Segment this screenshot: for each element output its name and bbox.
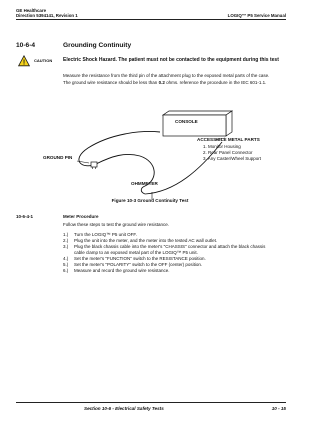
caution-label: CAUTION — [34, 58, 53, 63]
list-item: cable clamp to an exposed metal part of the LOGIQ™ P5 unit. — [74, 250, 198, 255]
section-number: 10-6-4 — [16, 42, 36, 49]
header-company: GE Healthcare — [16, 8, 47, 13]
intro-line-2: The ground wire resistance should be less than 0.2 ohms. reference the procedure in the IEC 601-1.1. — [63, 80, 267, 85]
header-manual-title: LOGIQ™ P5 Service Manual — [227, 13, 286, 18]
header-rule — [16, 19, 286, 20]
list-item: 2.) Plug the unit into the meter, and the meter into the tested AC wall outlet. — [63, 238, 218, 243]
caution-icon — [18, 54, 30, 66]
list-item: 1.) Turn the LOGIQ™ P5 unit OFF. — [63, 232, 137, 237]
resistance-value: 0.2 — [158, 80, 165, 85]
intro-line-1: Measure the resistance from the third pin of the attachment plug to the exposed metal parts of the case. — [63, 73, 270, 78]
ohmmeter-label: OHMMETER — [131, 181, 158, 186]
figure-caption: Figure 10-3 Ground Continuity Test — [111, 198, 189, 203]
header-direction: Direction 5394141, Revision 1 — [16, 13, 78, 18]
console-label: CONSOLE — [175, 119, 198, 124]
caution-text: Electric Shock Hazard. The patient must not be contacted to the equipment during this test — [63, 57, 279, 63]
footer-rule — [16, 402, 286, 403]
page-number: 10 - 15 — [271, 406, 286, 411]
procedure-title: Meter Procedure — [63, 214, 99, 219]
metal-part-item: 3. Any Caster/Wheel Support — [203, 156, 262, 161]
list-item: 5.) Set the meter's "POLARITY" switch to the OFF (center) position. — [63, 262, 203, 267]
footer-section: Section 10-6 - Electrical Safety Tests — [84, 406, 164, 411]
list-item: 3.) Plug the black chassis cable into the meter's "CHASSIS" connector and attach the black chassis — [63, 244, 266, 249]
section-title: Grounding Continuity — [63, 42, 132, 49]
metal-parts-label: ACCESSIBLE METAL PARTS — [197, 137, 260, 142]
procedure-intro: Follow these steps to test the ground wire resistance. — [63, 222, 170, 227]
metal-part-item: 1. Monitor Housing — [203, 144, 241, 149]
list-item: 6.) Measure and record the ground wire resistance. — [63, 268, 170, 273]
ground-pin-label: GROUND PIN — [43, 155, 73, 160]
svg-text:!: ! — [22, 59, 26, 67]
metal-part-item: 2. Rear Panel Connector — [203, 150, 253, 155]
procedure-steps — [63, 232, 288, 274]
ground-pin-plug — [91, 162, 97, 169]
metal-parts-list — [203, 144, 261, 162]
list-item: 4.) Set the meter's "FUNCTION" switch to the RESISTANCE position. — [63, 256, 206, 261]
procedure-number: 10-6-4-1 — [16, 214, 34, 219]
